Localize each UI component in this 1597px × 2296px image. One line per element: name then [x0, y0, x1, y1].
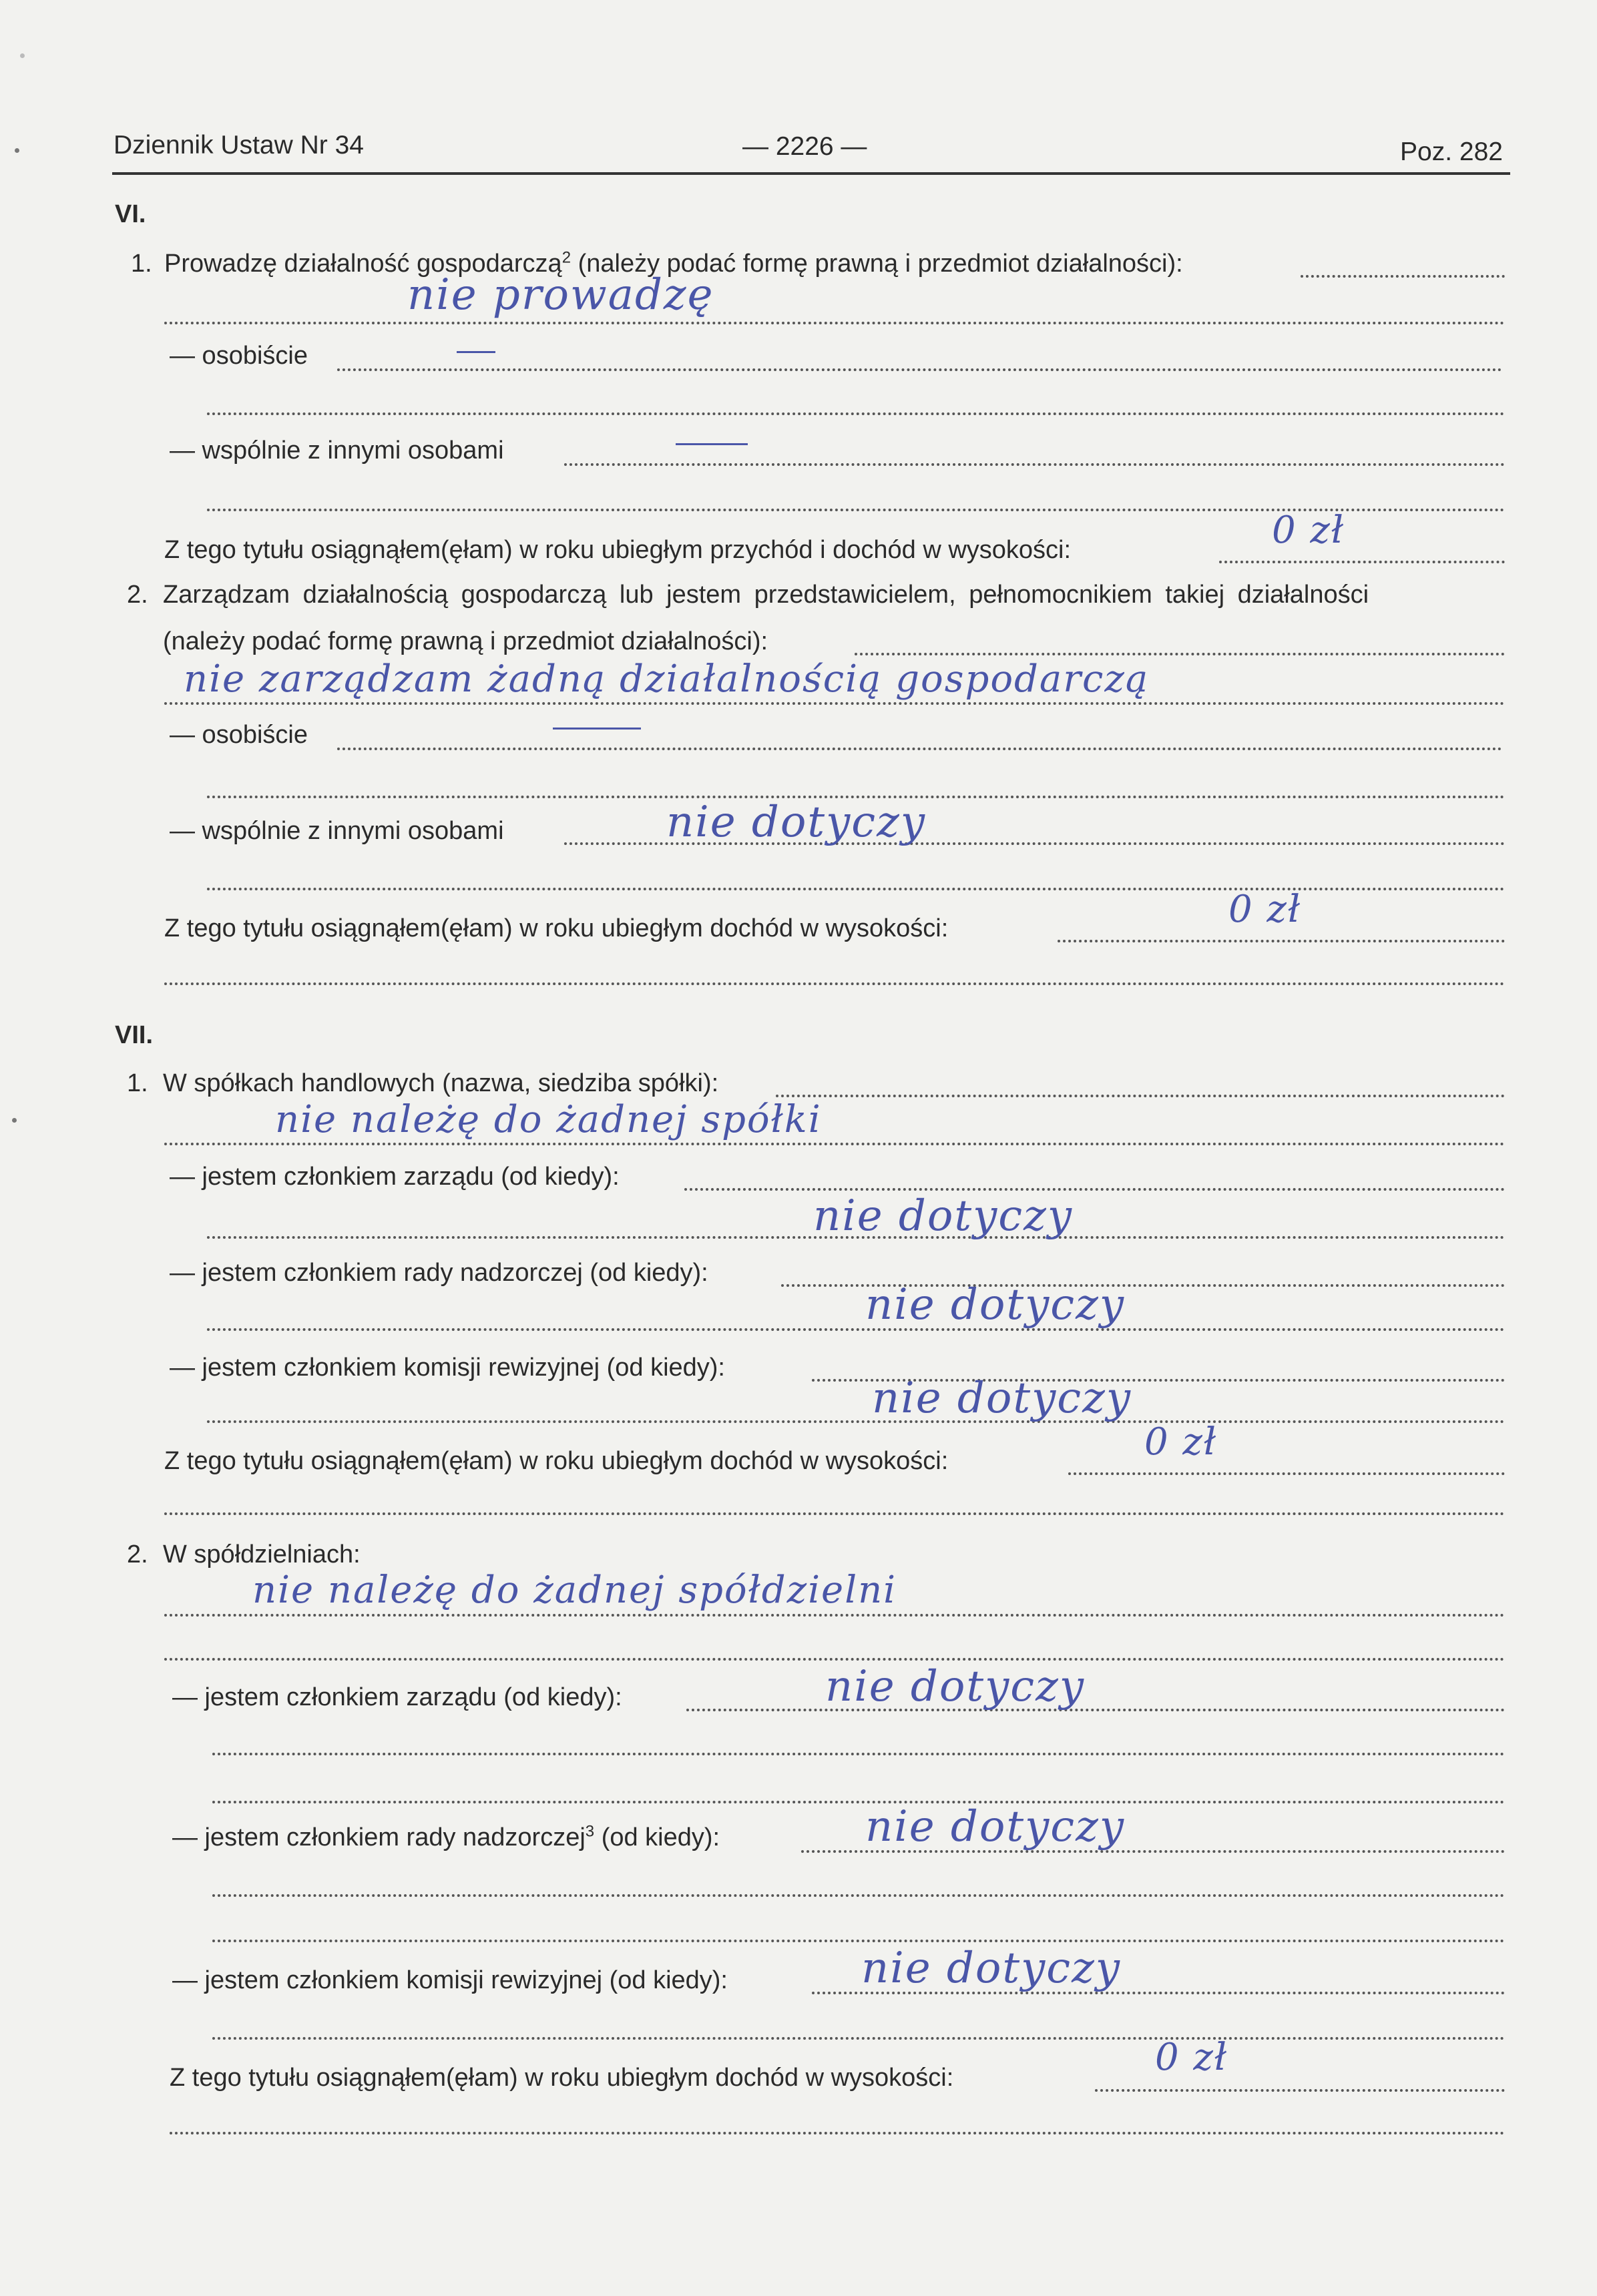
vi-2-personally-label: — osobiście [170, 721, 308, 749]
journal-title: Dziennik Ustaw Nr 34 [113, 131, 364, 160]
fill-line [164, 702, 1505, 705]
vi-2-personally-answer [553, 728, 641, 730]
vi-1-income-label: Z tego tytułu osiągnąłem(ęłam) w roku ubiegłym przychód i dochód w wysokości: [164, 536, 1072, 564]
vi-1-income-answer: 0 zł [1272, 509, 1345, 552]
section-vii-heading: VII. [115, 1021, 154, 1049]
fill-line [212, 1894, 1505, 1897]
vii-2-audit-label: — jestem członkiem komisji rewizyjnej (od kiedy): [172, 1966, 728, 1994]
scan-speck [15, 148, 19, 153]
vii-2-supervisory-answer: nie dotyczy [865, 1802, 1125, 1851]
vii-1-question: W spółkach handlowych (nazwa, siedziba spółki): [163, 1069, 719, 1097]
footnote-marker: 2 [561, 248, 572, 267]
fill-line [212, 2037, 1505, 2040]
page-number: — 2226 — [742, 132, 867, 161]
vi-2-income-answer: 0 zł [1228, 888, 1302, 931]
fill-line [164, 1512, 1505, 1515]
fill-line [1301, 275, 1505, 278]
fill-line [164, 1143, 1505, 1145]
vii-2-number: 2. [127, 1540, 148, 1568]
vii-1-board-answer: nie dotyczy [813, 1191, 1073, 1241]
vii-2-supervisory-text: — jestem członkiem rady nadzorczej [172, 1823, 586, 1851]
scan-speck [20, 53, 25, 58]
vii-2-answer: nie należę do żadnej spółdzielni [252, 1568, 897, 1612]
vi-2-income-label: Z tego tytułu osiągnąłem(ęłam) w roku ubiegłym dochód w wysokości: [164, 914, 949, 942]
fill-line [212, 1940, 1505, 1942]
vi-1-personally-answer [457, 351, 495, 353]
fill-line [1058, 940, 1505, 942]
vi-2-jointly-answer: nie dotyczy [666, 798, 926, 847]
vi-1-personally-label: — osobiście [170, 342, 308, 370]
vi-2-question-line1: Zarządzam działalnością gospodarczą lub jestem przedstawicielem, pełnomocnikiem takiej działalności [163, 581, 1369, 609]
fill-line [164, 322, 1505, 324]
fill-line [686, 1709, 1505, 1711]
fill-line [1095, 2089, 1505, 2092]
vii-2-board-answer: nie dotyczy [825, 1662, 1085, 1711]
fill-line [212, 1753, 1505, 1755]
fill-line [164, 982, 1505, 985]
fill-line [776, 1095, 1505, 1097]
fill-line [164, 1614, 1505, 1617]
vi-2-question-line2: (należy podać formę prawną i przedmiot działalności): [163, 627, 768, 655]
vii-2-board-label: — jestem członkiem zarządu (od kiedy): [172, 1683, 622, 1711]
vi-1-text: Prowadzę działalność gospodarczą [164, 250, 562, 278]
vi-1-number: 1. [131, 250, 152, 278]
fill-line [1068, 1472, 1505, 1475]
vi-1-jointly-label: — wspólnie z innymi osobami [170, 437, 504, 465]
vii-1-answer: nie należę do żadnej spółki [275, 1098, 822, 1141]
header-rule [112, 172, 1510, 175]
fill-line [207, 412, 1505, 415]
footnote-marker: 3 [585, 1822, 595, 1841]
vii-2-income-label: Z tego tytułu osiągnąłem(ęłam) w roku ubiegłym dochód w wysokości: [170, 2064, 954, 2092]
vii-1-supervisory-label: — jestem członkiem rady nadzorczej (od kiedy): [170, 1259, 708, 1287]
fill-line [164, 1658, 1505, 1661]
vii-1-income-answer: 0 zł [1144, 1420, 1218, 1464]
scan-speck [12, 1118, 17, 1123]
vi-1-jointly-answer [676, 443, 748, 445]
vii-1-income-label: Z tego tytułu osiągnąłem(ęłam) w roku ubiegłym dochód w wysokości: [164, 1447, 949, 1475]
vii-1-number: 1. [127, 1069, 148, 1097]
vi-2-jointly-label: — wspólnie z innymi osobami [170, 817, 504, 845]
vii-1-supervisory-answer: nie dotyczy [865, 1280, 1125, 1330]
section-vi-heading: VI. [115, 200, 146, 228]
fill-line [855, 653, 1505, 655]
vi-1-text-after: (należy podać formę prawną i przedmiot działalności): [571, 250, 1183, 278]
fill-line [212, 1801, 1505, 1803]
vii-2-income-answer: 0 zł [1155, 2036, 1228, 2079]
fill-line [1219, 561, 1505, 563]
fill-line [207, 1420, 1505, 1423]
fill-line [337, 368, 1502, 371]
vii-2-question: W spółdzielniach: [163, 1540, 361, 1568]
vi-2-number: 2. [127, 581, 148, 609]
vii-2-supervisory-label [172, 1822, 720, 1853]
vi-1-answer: nie prowadzę [407, 270, 714, 320]
position-number: Poz. 282 [1400, 137, 1503, 166]
vii-2-audit-answer: nie dotyczy [861, 1944, 1121, 1993]
vii-1-board-label: — jestem członkiem zarządu (od kiedy): [170, 1163, 620, 1191]
vii-1-audit-answer: nie dotyczy [872, 1374, 1132, 1423]
vi-2-answer: nie zarządzam żadną działalnością gospodarczą [184, 657, 1150, 701]
fill-line [207, 888, 1505, 890]
fill-line [337, 748, 1502, 750]
vii-1-audit-label: — jestem członkiem komisji rewizyjnej (od kiedy): [170, 1354, 725, 1382]
fill-line [207, 1328, 1505, 1331]
fill-line [684, 1188, 1505, 1191]
fill-line [170, 2132, 1505, 2134]
vii-2-supervisory-text-after: (od kiedy): [594, 1823, 720, 1851]
fill-line [564, 463, 1505, 466]
